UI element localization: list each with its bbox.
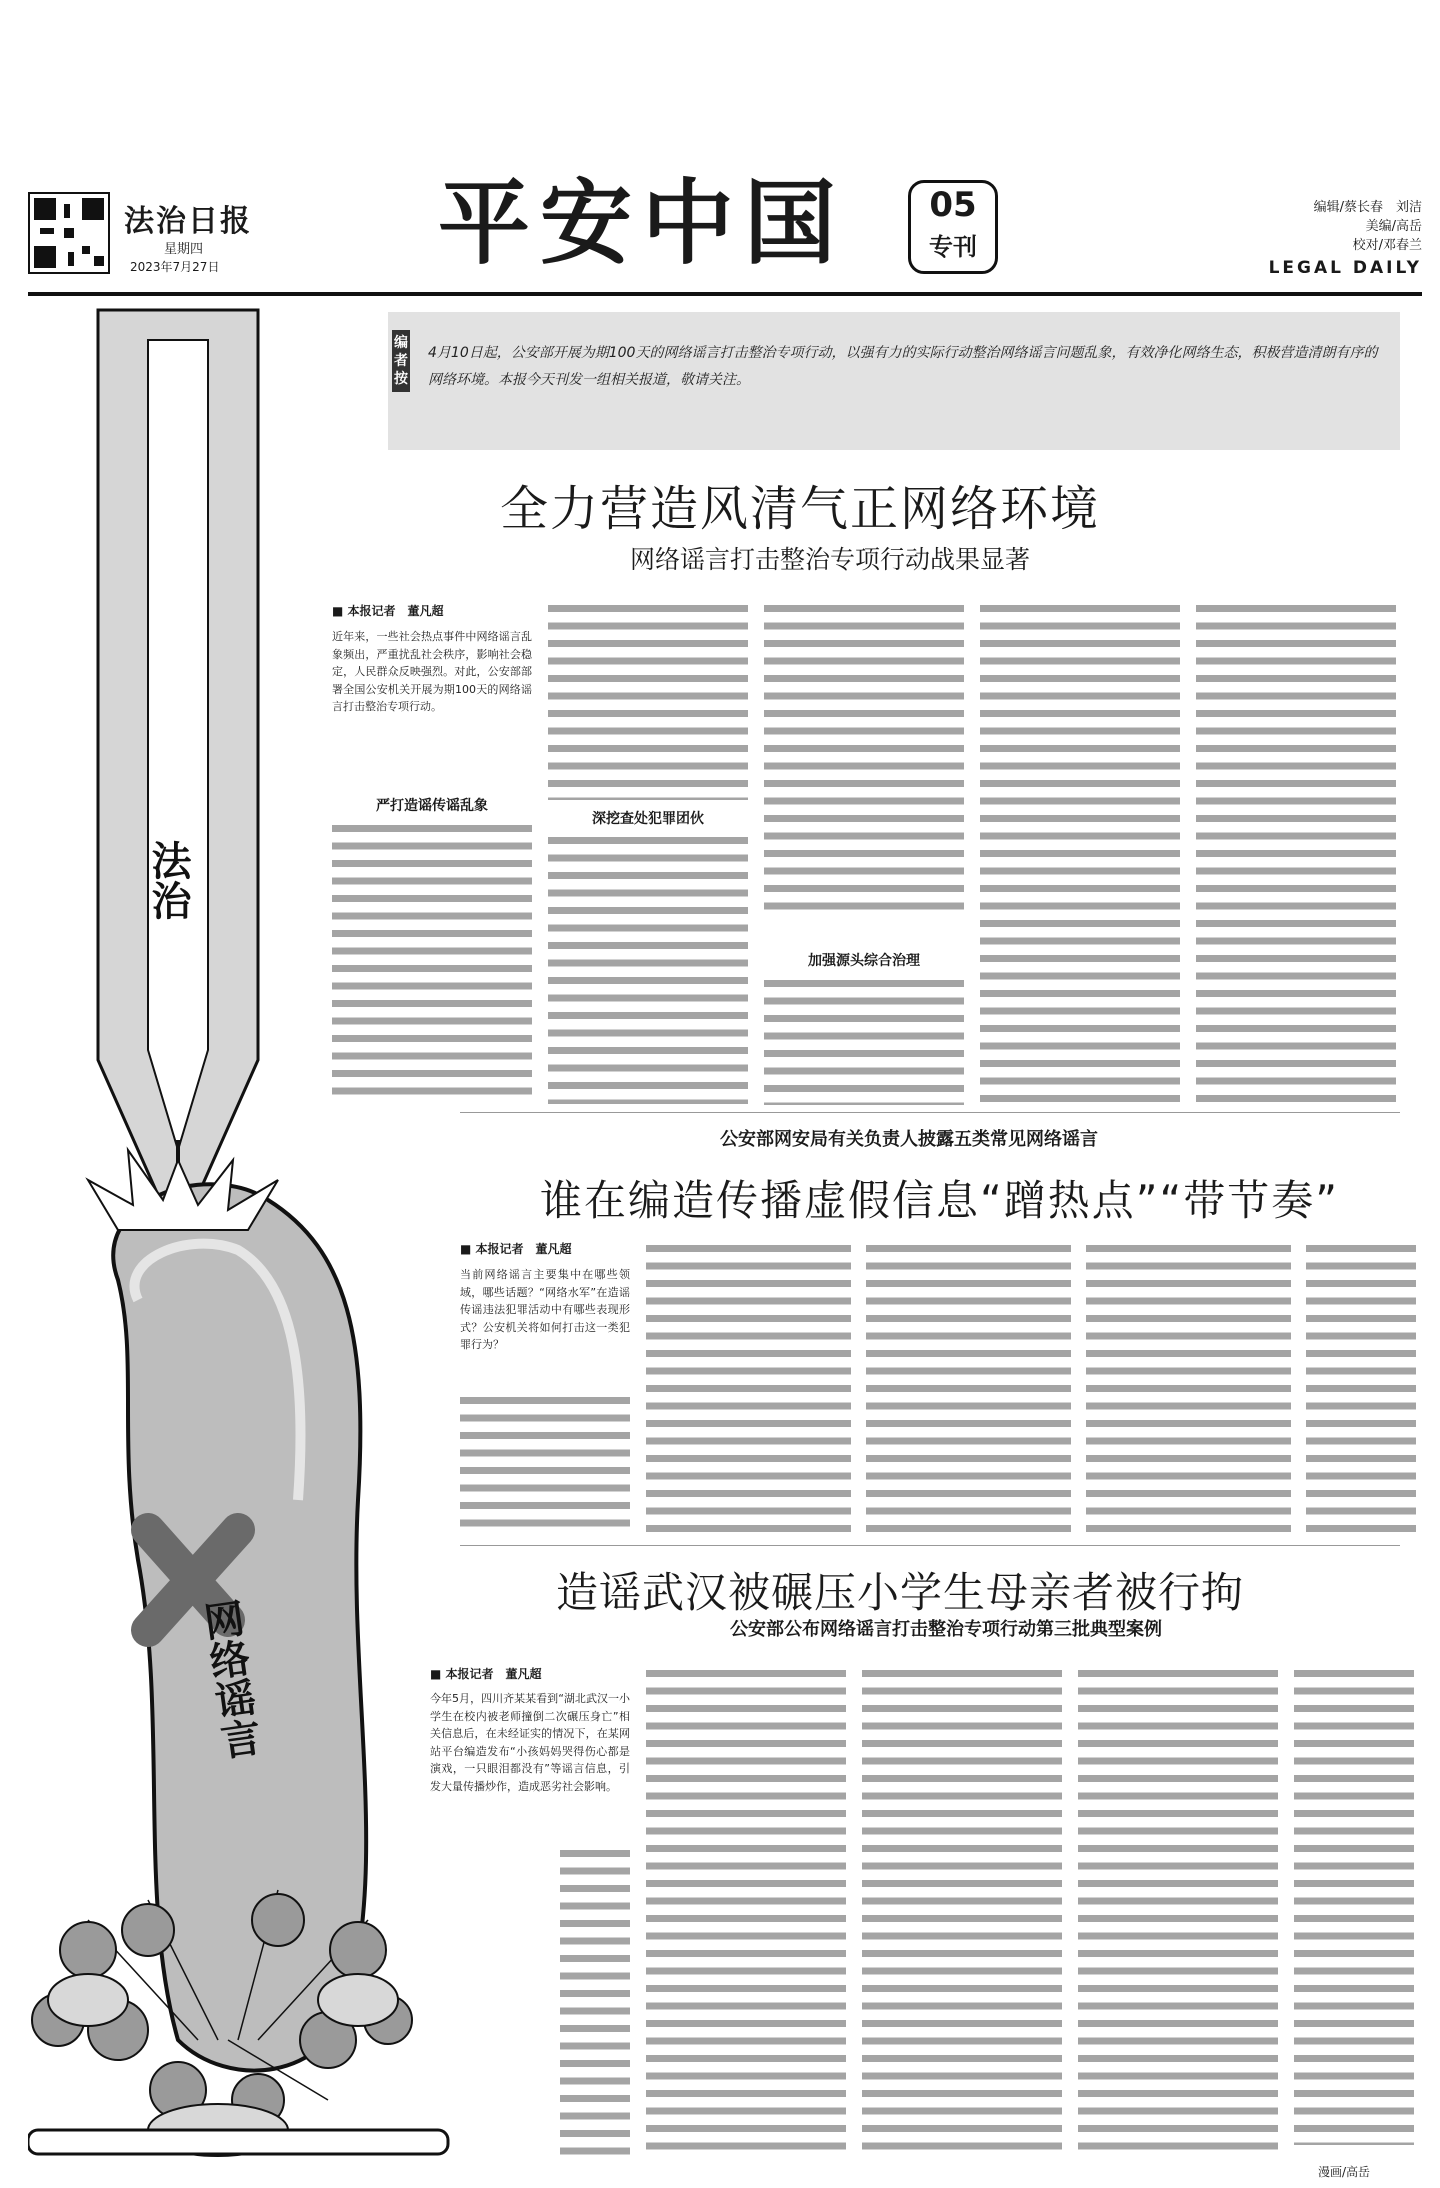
blob-label: 网络谣言 (195, 1596, 264, 1762)
article3-col1-body (560, 1845, 630, 2160)
editor-note-label: 编者按 (392, 330, 410, 392)
article2-headline: 谁在编造传播虚假信息“蹭热点”“带节奏” (540, 1176, 1340, 1225)
credits (1314, 198, 1422, 255)
article1-col2-body-b (548, 832, 748, 1104)
article2-col2-body (646, 1240, 851, 1537)
article1-subhead-3: 加强源头综合治理 (808, 953, 920, 969)
article3-col3-body (862, 1665, 1062, 2160)
editor-note-text: 4月10日起，公安部开展为期100天的网络谣言打击整治专项行动，以强有力的实际行动整治网络谣言问题乱象，有效净化网络生态，积极营造清朗有序的网络环境。本报今天刊发一组相关报道，敬请关注。 (428, 345, 1378, 388)
article1-col3-body-a (764, 600, 964, 912)
weekday: 星期四 (164, 242, 204, 257)
article2-col3-body (866, 1240, 1071, 1537)
issue-date: 2023年7月27日 (130, 260, 220, 274)
article1-col1-body (332, 820, 532, 1105)
qr-code-icon[interactable] (28, 192, 110, 274)
divider-2 (460, 1545, 1400, 1546)
article2-kicker: 公安部网安局有关负责人披露五类常见网络谣言 (720, 1129, 1098, 1150)
phone-base (28, 2130, 448, 2154)
credit-editor: 编辑/蔡长春 刘洁 (1313, 200, 1422, 215)
article1-subhead-2: 深挖查处犯罪团伙 (592, 811, 704, 827)
article1-col5-body (1196, 600, 1396, 1105)
divider-1 (460, 1112, 1400, 1113)
article3-byline: ■ 本报记者 董凡超 (430, 1667, 542, 1681)
paper-name: 法治日报 (124, 204, 252, 239)
section-title: 平安中国 (438, 170, 847, 277)
article2-intro: 当前网络谣言主要集中在哪些领域，哪些话题？“网络水军”在造谣传谣违法犯罪活动中有哪些表现形式？公安机关将如何打击这一类犯罪行为？ (460, 1268, 630, 1351)
article3-intro: 今年5月，四川齐某某看到“湖北武汉一小学生在校内被老师撞倒二次碾压身亡”相关信息后，在未经证实的情况下，在某网站平台编造发布“小孩妈妈哭得伤心都是演戏，一只眼泪都没有”等谣言信息，引发大量传播炒作，造成恶劣社会影响。 (430, 1692, 630, 1793)
page-badge (908, 180, 998, 274)
article1-byline: ■ 本报记者 董凡超 (332, 604, 444, 618)
article2-col5-body (1306, 1240, 1416, 1537)
article3-col4-body (1078, 1665, 1278, 2160)
article1-col3-body-b (764, 975, 964, 1105)
pen-highlight (148, 340, 208, 1150)
article2-col4-body (1086, 1240, 1291, 1537)
page-kind: 专刊 (929, 233, 977, 261)
article1-col2-body-a (548, 600, 748, 800)
masthead-rule (28, 292, 1422, 296)
cartoon-credit: 漫画/高岳 (1317, 2165, 1370, 2179)
article1-intro: 近年来，一些社会热点事件中网络谣言乱象频出，严重扰乱社会秩序，影响社会稳定，人民群众反映强烈。对此，公安部部署全国公安机关开展为期100天的网络谣言打击整治专项行动。 (332, 630, 532, 713)
article1-headline: 全力营造风清气正网络环境 (500, 481, 1101, 537)
article1-subheadline: 网络谣言打击整治专项行动战果显著 (630, 545, 1031, 574)
credit-designer: 美编/高岳 (1365, 219, 1422, 234)
article3-headline: 造谣武汉被碾压小学生母亲者被行拘 (556, 1568, 1245, 1617)
article3-subheadline: 公安部公布网络谣言打击整治专项行动第三批典型案例 (730, 1619, 1162, 1640)
masthead (28, 160, 1422, 290)
article2-col1-body (460, 1392, 630, 1537)
pen-label: 法治 (145, 840, 191, 920)
page-number: 05 (929, 185, 977, 225)
article3-col2-body (646, 1665, 846, 2160)
cartoon-illustration (28, 300, 588, 2160)
legal-daily-wordmark: LEGAL DAILY (1268, 258, 1422, 278)
article2-byline: ■ 本报记者 董凡超 (460, 1242, 572, 1256)
article3-col5-body (1294, 1665, 1414, 2145)
credit-proofreader: 校对/邓春兰 (1352, 238, 1422, 253)
article1-subhead-1: 严打造谣传谣乱象 (376, 798, 488, 814)
article1-col4-body (980, 600, 1180, 1105)
